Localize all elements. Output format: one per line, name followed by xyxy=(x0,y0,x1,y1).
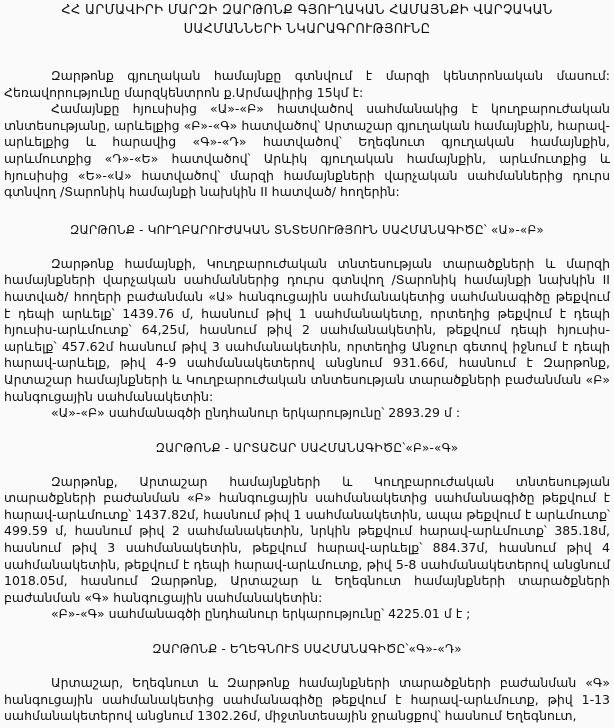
intro-paragraph-borders: Համայնքը հյուսիսից «Ա»-«Բ» հատվածով սահմանակից է կուղբարուժական տնտեսությանը, արևելքից «Բ»-«Գ» հատվածով՝ Արտաշար գյուղական համայնքին, հարավ-արևելքից և հարավից «Գ»-«Դ» հատվածով՝ Եղեգնուտ գյուղական համայնքին, արևմուտքից «Դ»-«Ե» հատվածով՝ Արևիկ գյուղական համայնքին, արևմուտքից և հյուսիսից «Ե»-«Ա» հատվածով՝ մարզի համայնքների վարչական սահմաններից դուրս գտնվող /Տարոնիկ համայնքի նախկին II հատված/ հողերին: xyxy=(4,101,610,200)
document-page xyxy=(0,1,614,728)
section-body-a-b: Զարթոնք համայնքի, Կուղբարուժական տնտեսության տարածքների և մարզի համայնքների վարչական սահմաններից դուրս գտնվող /Տարոնիկ համայնքի նախկին II հատված/ հողերի բաժանման «Ա» հանգուցային սահմանակետից սահմանագիծը թեքվում է դեպի արևելք՝ 1439.76 մ, հասնում թիվ 1 սահմանակետը, որտեղից թեքվում է դեպի հյուսիս-արևմուտք՝ 64,25մ, հասնում թիվ 2 սահմանակետին, թեքվում դեպի հյուսիս-արևելք՝ 457.62մ հասնում թիվ 3 սահմանակետին, որտեղից Անջուր գետով իջնում է դեպի հարավ-արևելք, թիվ 4-9 սահմանակետերով անցնում 931.66մ, հասնում է Զարթոնք, Արտաշար համայնքների և Կուղբարուժական տնտեսության տարածքների բաժանման «Բ» հանգուցային սահմանակետին: xyxy=(4,255,610,404)
section-body-b-g: Զարթոնք, Արտաշար համայնքների և Կուղբարուժական տնտեսության տարածքների բաժանման «Բ» հանգուցային սահմանակետից սահմանագիծը թեքվում է հարավ-արևմուտք՝ 1437.82մ, հասնում թիվ 1 սահմանակետին, ապա թեքվում է արևմուտք՝ 499.59 մ, հասնում թիվ 2 սահմանակետին, նրկին թեքվում հարավ-արևմուտք՝ 385.18մ, հասնում թիվ 3 սահմանակետին, թեքվում հարավ-արևելք՝ 884.37մ, հասնում թիվ 4 սահմանակետին, թեքվում է դեպի հարավ-արևմուտք, թիվ 5-8 սահմանակետերով անցնում 1018.05մ, հասնում Զարթոնք, Արտաշար և Եղեգնուտ համայնքների տարածքների բաժանման «Գ» հանգուցային սահմանակետին: xyxy=(4,473,610,605)
section-heading-b-g: ԶԱՐԹՈՆՔ - ԱՐՏԱՇԱՐ ՍԱՀՄԱՆԱԳԻԾԸ՝«Բ»-«Գ» xyxy=(155,440,459,455)
intro-paragraph-location: Զարթոնք գյուղական համայնքը գտնվում է մարզի կենտրոնական մասում: Հեռավորությունը մարզկենտրոն ք.Արմավիրից 15կմ է: xyxy=(4,68,610,100)
section-heading-g-d: ԶԱՐԹՈՆՔ - ԵՂԵԳՆՈՒՏ ՍԱՀՄԱՆԱԳԻԾԸ՝«Գ»-«Դ» xyxy=(152,642,462,657)
title-line-2: ՍԱՀՄԱՆՆԵՐԻ ՆԿԱՐԱԳՐՈՒԹՅՈՒՆԸ xyxy=(183,22,431,37)
section-body-g-d: Արտաշար, Եղեգնուտ և Զարթոնք համայնքների տարածքների բաժանման «Գ» հանգուցային սահմանակետից սահմանագիծը թեքվում է հարավ-արևմուտք, թիվ 1-13 սահմանակետերով անցնում 1302.26մ, միջտնտեսային ջրանցքով՝ հասնում Եղեգնուտ, xyxy=(4,675,610,724)
document-title xyxy=(4,1,610,39)
section-heading-a-b: ԶԱՐԹՈՆՔ - ԿՈՒՂԲԱՐՈՒԺԱԿԱՆ ՏՆՏԵՍՈՒԹՅՈՒՆ ՍԱՀՄԱՆԱԳԻԾԸ՝ «Ա»-«Բ» xyxy=(70,222,544,237)
title-line-1: ՀՀ ԱՐՄԱՎԻՐԻ ՄԱՐԶԻ ԶԱՐԹՈՆՔ ԳՅՈՒՂԱԿԱՆ ՀԱՄԱՅՆՔԻ ՎԱՐՉԱԿԱՆ xyxy=(61,3,553,18)
section-summary-b-g: «Բ»-«Գ» սահմանագծի ընդհանուր երկարությունը՝ 4225.01 մ է ; xyxy=(51,606,471,622)
section-summary-a-b: «Ա»-«Բ» սահմանագծի ընդհանուր երկարությունը՝ 2893.29 մ : xyxy=(51,405,461,421)
